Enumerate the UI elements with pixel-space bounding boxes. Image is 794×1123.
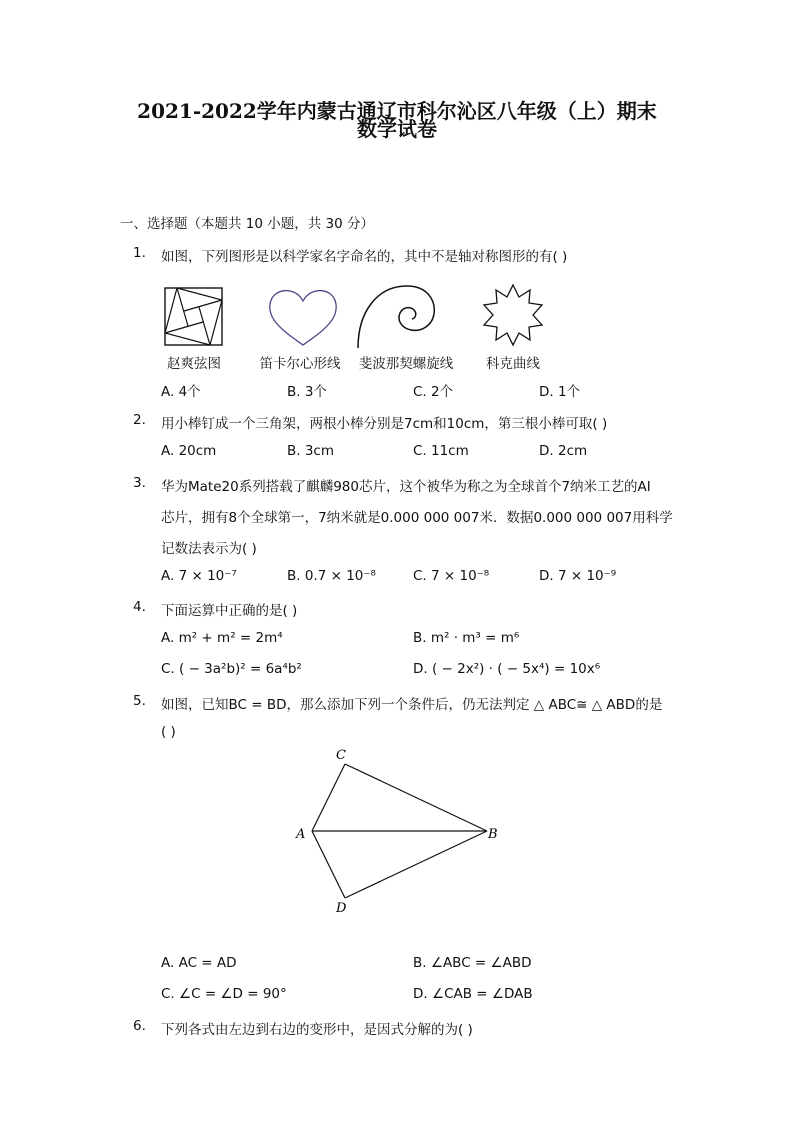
question-text-line1: 如图，已知BC = BD，那么添加下列一个条件后，仍无法判定 △ ABC≅ △ ABD的是	[161, 697, 663, 713]
option-a[interactable]: A. m² + m² = 2m⁴	[161, 630, 283, 646]
option-a[interactable]: A. 20cm	[161, 443, 217, 459]
question-text: 用小棒钉成一个三角架，两根小棒分别是7cm和10cm，第三根小棒可取( )	[161, 416, 608, 432]
koch-snowflake-icon	[480, 283, 546, 349]
option-b[interactable]: B. 3cm	[287, 443, 335, 459]
fibonacci-spiral-icon	[355, 282, 437, 350]
option-a[interactable]: A. AC = AD	[161, 955, 237, 971]
option-c[interactable]: C. 11cm	[413, 443, 469, 459]
question-number: 2.	[133, 412, 146, 428]
option-b[interactable]: B. 0.7 × 10⁻⁸	[287, 568, 376, 584]
option-a[interactable]: A. 7 × 10⁻⁷	[161, 568, 237, 584]
segment-db	[345, 831, 487, 898]
option-d[interactable]: D. 7 × 10⁻⁹	[539, 568, 617, 584]
question-number: 5.	[133, 693, 146, 709]
option-c[interactable]: C. 7 × 10⁻⁸	[413, 568, 490, 584]
point-label-c: C	[336, 748, 346, 763]
option-c[interactable]: C. ∠C = ∠D = 90°	[161, 986, 287, 1002]
question-number: 3.	[133, 475, 146, 491]
question-text: 下列各式由左边到右边的变形中，是因式分解的为( )	[161, 1022, 473, 1038]
option-d[interactable]: D. ∠CAB = ∠DAB	[413, 986, 533, 1002]
segment-ac	[312, 764, 345, 831]
option-c[interactable]: C. 2个	[413, 384, 454, 400]
point-label-d: D	[336, 901, 347, 916]
segment-cb	[345, 764, 487, 831]
point-label-a: A	[296, 827, 306, 842]
question-text: 下面运算中正确的是( )	[161, 603, 298, 619]
point-label-b: B	[488, 827, 498, 842]
question-number: 6.	[133, 1018, 146, 1034]
option-b[interactable]: B. 3个	[287, 384, 327, 400]
option-d[interactable]: D. 1个	[539, 384, 581, 400]
figure-caption: 科克曲线	[486, 356, 540, 372]
question-number: 4.	[133, 599, 146, 615]
option-d[interactable]: D. 2cm	[539, 443, 588, 459]
question-text-line3: 记数法表示为( )	[161, 541, 257, 557]
section-heading: 一、选择题（本题共 10 小题，共 30 分）	[120, 216, 375, 232]
figure-caption: 笛卡尔心形线	[259, 356, 341, 372]
option-b[interactable]: B. ∠ABC = ∠ABD	[413, 955, 532, 971]
exam-title-line1: 2021-2022学年内蒙古通辽市科尔沁区八年级（上）期末	[137, 99, 657, 123]
triangle-figure	[290, 745, 505, 917]
question-text-line1: 华为Mate20系列搭载了麒麟980芯片，这个被华为称之为全球首个7纳米工艺的AI	[161, 479, 651, 495]
question-text: 如图，下列图形是以科学家名字命名的，其中不是轴对称图形的有( )	[161, 249, 568, 265]
figure-caption: 斐波那契螺旋线	[358, 356, 454, 372]
option-c[interactable]: C. ( − 3a²b)² = 6a⁴b²	[161, 661, 302, 677]
option-a[interactable]: A. 4个	[161, 384, 201, 400]
exam-title-line2: 数学试卷	[357, 117, 437, 141]
question-text-line2: 芯片，拥有8个全球第一，7纳米就是0.000 000 007米．数据0.000 000 007用科学	[161, 510, 673, 526]
question-text-line2: ( )	[161, 724, 176, 740]
cardioid-heart-icon	[268, 289, 338, 347]
zhao-shuang-diagram-icon	[164, 287, 224, 347]
question-number: 1.	[133, 245, 146, 261]
option-b[interactable]: B. m² · m³ = m⁶	[413, 630, 520, 646]
segment-ad	[312, 831, 345, 898]
figure-caption: 赵爽弦图	[167, 356, 221, 372]
option-d[interactable]: D. ( − 2x²) · ( − 5x⁴) = 10x⁶	[413, 661, 601, 677]
